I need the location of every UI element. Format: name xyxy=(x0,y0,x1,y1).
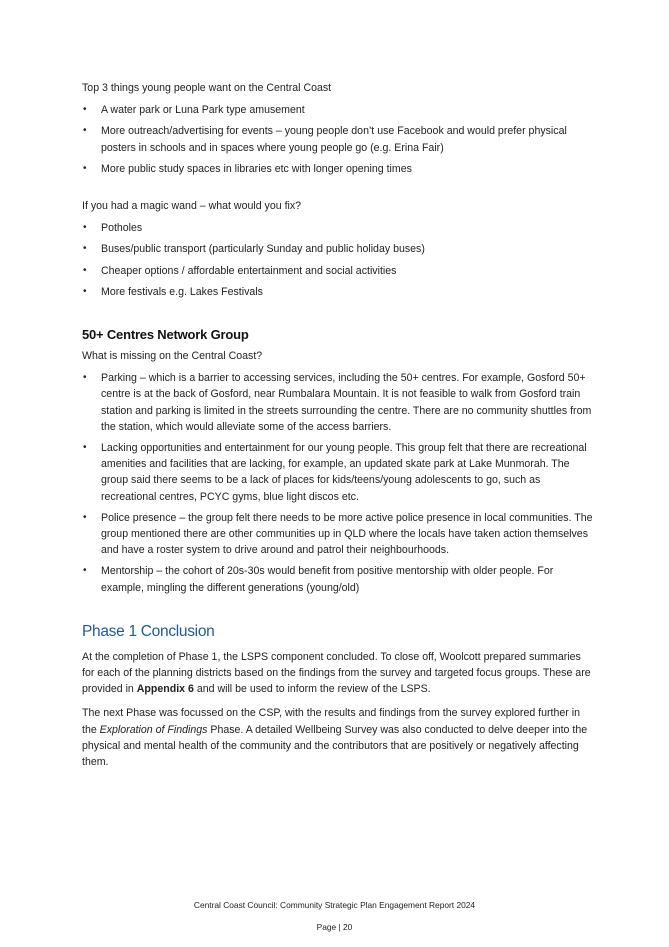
list-item: • Buses/public transport (particularly Sunday and public holiday buses) xyxy=(82,241,594,257)
list-item: • More outreach/advertising for events – young people don’t use Facebook and would prefer physical posters in schools and in spaces where young people go (e.g. Erina Fair) xyxy=(83,125,567,154)
bullet-icon: • xyxy=(83,125,87,137)
document-body xyxy=(82,80,594,778)
list-item: • Mentorship – the cohort of 20s-30s would benefit from positive mentorship with older people. For example, mingling the different generations (young/old) xyxy=(83,565,554,594)
list-item: • More festivals e.g. Lakes Festivals xyxy=(82,284,594,300)
list-item: • More public study spaces in libraries etc with longer opening times xyxy=(82,161,594,177)
top3-list xyxy=(82,102,594,177)
list-item: • Potholes xyxy=(82,220,594,236)
phase1-paragraph-1: At the completion of Phase 1, the LSPS component concluded. To close off, Woolcott prepared summaries for each of the planning districts based on the findings from the survey and targeted focus groups. These are provided in Appendix 6 and will be used to inform the review of the LSPS. xyxy=(82,650,591,696)
bullet-icon: • xyxy=(83,243,87,255)
footer-page-number: Page | 20 xyxy=(316,922,353,932)
bullet-icon: • xyxy=(83,285,87,297)
list-item: • Lacking opportunities and entertainment for our young people. This group felt that there are recreational amenities and facilities that are lacking, for example, an updated skate park at Lake Munmorah. The group said there seems to be a lack of places for kids/teens/young adolescents to go, such as recreational centres, PCYC gyms, blue light discos etc. xyxy=(83,442,587,503)
missing-intro: What is missing on the Central Coast? xyxy=(82,350,263,363)
bullet-icon: • xyxy=(83,264,87,276)
appendix-reference: Appendix 6 xyxy=(136,683,194,696)
section-heading-50plus: 50+ Centres Network Group xyxy=(82,327,249,343)
bullet-icon: • xyxy=(83,104,87,116)
list-item: • A water park or Luna Park type amusement xyxy=(82,102,594,118)
magic-wand-intro: If you had a magic wand – what would you fix? xyxy=(82,200,302,213)
section-heading-phase1: Phase 1 Conclusion xyxy=(82,622,215,640)
phase1-paragraph-2: The next Phase was focussed on the CSP, with the results and findings from the survey explored further in the Exploration of Findings Phase. A detailed Wellbeing Survey was also conducted to delve deeper into the physical and mental health of the community and the contributors that are positively or negatively affecting them. xyxy=(82,707,588,769)
top3-intro: Top 3 things young people want on the Central Coast xyxy=(82,82,332,94)
missing-list xyxy=(82,370,594,596)
list-item: • Cheaper options / affordable entertainment and social activities xyxy=(82,263,594,279)
bullet-icon: • xyxy=(83,442,87,454)
magic-wand-list xyxy=(82,220,594,300)
bullet-icon: • xyxy=(83,565,87,577)
bullet-icon: • xyxy=(83,162,87,174)
exploration-phase-name: Exploration of Findings xyxy=(99,723,208,736)
list-item: • Parking – which is a barrier to accessing services, including the 50+ centres. For example, Gosford 50+ centre is at the back of Gosford, near Rumbalara Mountain. It is not feasible to walk from Gosford train station and parking is limited in the streets surrounding the centre. There are no community shuttles from the station, which would alleviate some of the access barriers. xyxy=(83,372,592,433)
bullet-icon: • xyxy=(83,372,87,384)
footer-report-title: Central Coast Council: Community Strategic Plan Engagement Report 2024 xyxy=(193,900,476,910)
bullet-icon: • xyxy=(83,511,87,523)
bullet-icon: • xyxy=(83,222,87,234)
list-item: • Police presence – the group felt there needs to be more active police presence in local communities. The group mentioned there are other communities up in QLD where the locals have taken action themselves and have a roster system to drive around and patrol their neighbourhoods. xyxy=(83,511,593,557)
